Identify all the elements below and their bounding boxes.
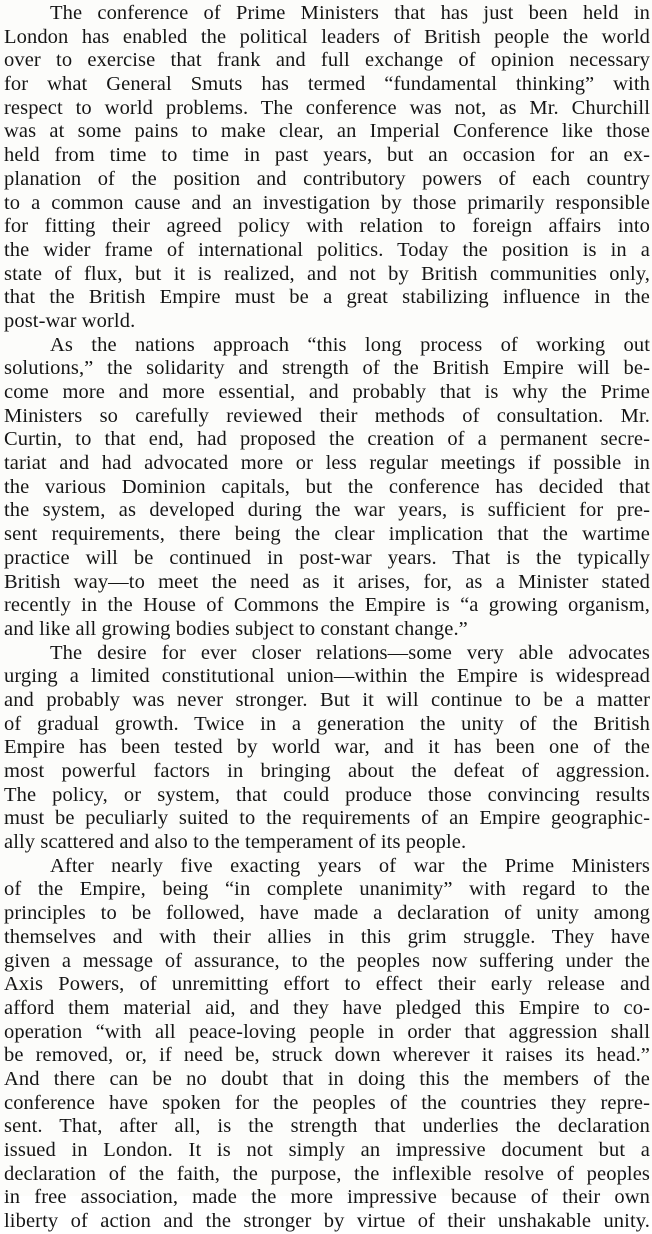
paragraph-3 [4, 642, 650, 855]
text-line: the system, as developed during the war years, is sufficient for pre- [4, 499, 650, 522]
text-line: Curtin, to that end, had proposed the creation of a permanent secre- [4, 428, 650, 451]
text-line: After nearly five exacting years of war the Prime Ministers [50, 854, 650, 877]
text-line: principles to be followed, have made a declaration of unity among [4, 902, 650, 925]
text-line: given a message of assurance, to the peoples now suffering under the [4, 949, 650, 972]
text-line: sent. That, after all, is the strength that underlies the declaration [4, 1115, 650, 1138]
text-line: was at some pains to make clear, an Imperial Conference like those [4, 120, 650, 143]
text-line: Axis Powers, of unremitting effort to effect their early release and [4, 973, 650, 996]
text-line: the wider frame of international politics. Today the position is in a [4, 238, 650, 261]
text-line: that the British Empire must be a great stabilizing influence in the [4, 286, 650, 309]
text-line: ally scattered and also to the temperament of its people. [4, 831, 467, 854]
text-line: The desire for ever closer relations—some very able advocates [50, 641, 650, 664]
text-line: tariat and had advocated more or less regular meetings if possible in [4, 452, 650, 475]
text-line: must be peculiarly suited to the requirements of an Empire geographic- [4, 807, 650, 830]
text-line: most powerful factors in bringing about the defeat of aggression. [4, 760, 650, 782]
paragraph-1 [4, 2, 650, 334]
text-line: of the Empire, being “in complete unanimity” with regard to the [4, 878, 650, 901]
text-line: solutions,” the solidarity and strength of the British Empire will be- [4, 357, 650, 380]
text-line: themselves and with their allies in this grim struggle. They have [4, 925, 650, 948]
text-line: and probably was never stronger. But it will continue to be a matter [4, 688, 650, 711]
text-line: held from time to time in past years, but an occasion for an ex- [4, 144, 650, 167]
paragraph-2 [4, 334, 650, 642]
text-line: for what General Smuts has termed “fundamental thinking” with [4, 73, 650, 96]
text-line: to a common cause and an investigation by those primarily responsible [4, 191, 650, 214]
text-line: sent requirements, there being the clear implication that the wartime [4, 523, 650, 546]
text-line: be removed, or, if need be, struck down wherever it raises its head.” [4, 1044, 650, 1067]
text-line: over to exercise that frank and full exchange of opinion necessary [4, 49, 650, 72]
text-line: practice will be continued in post-war years. That is the typically [4, 546, 650, 569]
text-line: Empire has been tested by world war, and it has been one of the [4, 736, 650, 759]
text-line: afford them material aid, and they have pledged this Empire to co- [4, 996, 650, 1019]
text-line: London has enabled the political leaders of British people the world [4, 25, 650, 48]
text-line: in free association, made the more impressive because of their own [4, 1186, 650, 1209]
text-line: recently in the House of Commons the Empire is “a growing organism, [4, 594, 650, 617]
text-line: planation of the position and contributory powers of each country [4, 167, 650, 190]
text-line: The conference of Prime Ministers that has just been held in [50, 2, 650, 24]
text-line: conference have spoken for the peoples of the countries they repre- [4, 1091, 650, 1114]
text-line: And there can be no doubt that in doing this the members of the [4, 1067, 650, 1090]
text-line: the various Dominion capitals, but the conference has decided that [4, 475, 650, 498]
text-line: operation “with all peace-loving people in order that aggression shall [4, 1020, 650, 1043]
text-line: issued in London. It is not simply an impressive document but a [4, 1139, 650, 1161]
text-line: liberty of action and the stronger by virtue of their unshakable unity. [4, 1210, 650, 1233]
text-line: post-war world. [4, 309, 136, 332]
paragraph-4 [4, 855, 650, 1234]
text-line: declaration of the faith, the purpose, the inflexible resolve of peoples [4, 1162, 650, 1185]
text-line: The policy, or system, that could produce those convincing results [4, 783, 650, 806]
text-line: urging a limited constitutional union—within the Empire is widespread [4, 665, 650, 688]
text-line: and like all growing bodies subject to constant change.” [4, 617, 468, 640]
text-line: British way—to meet the need as it arises, for, as a Minister stated [4, 570, 650, 593]
text-line: come more and more essential, and probably that is why the Prime [4, 381, 650, 403]
text-line: for fitting their agreed policy with relation to foreign affairs into [4, 215, 650, 238]
text-line: of gradual growth. Twice in a generation the unity of the British [4, 712, 650, 735]
article-body [4, 2, 650, 1234]
text-line: As the nations approach “this long process of working out [50, 333, 650, 356]
text-line: respect to world problems. The conference was not, as Mr. Churchill [4, 96, 650, 119]
text-line: state of flux, but it is realized, and not by British communities only, [4, 262, 650, 285]
text-line: Ministers so carefully reviewed their methods of consultation. Mr. [4, 404, 650, 427]
